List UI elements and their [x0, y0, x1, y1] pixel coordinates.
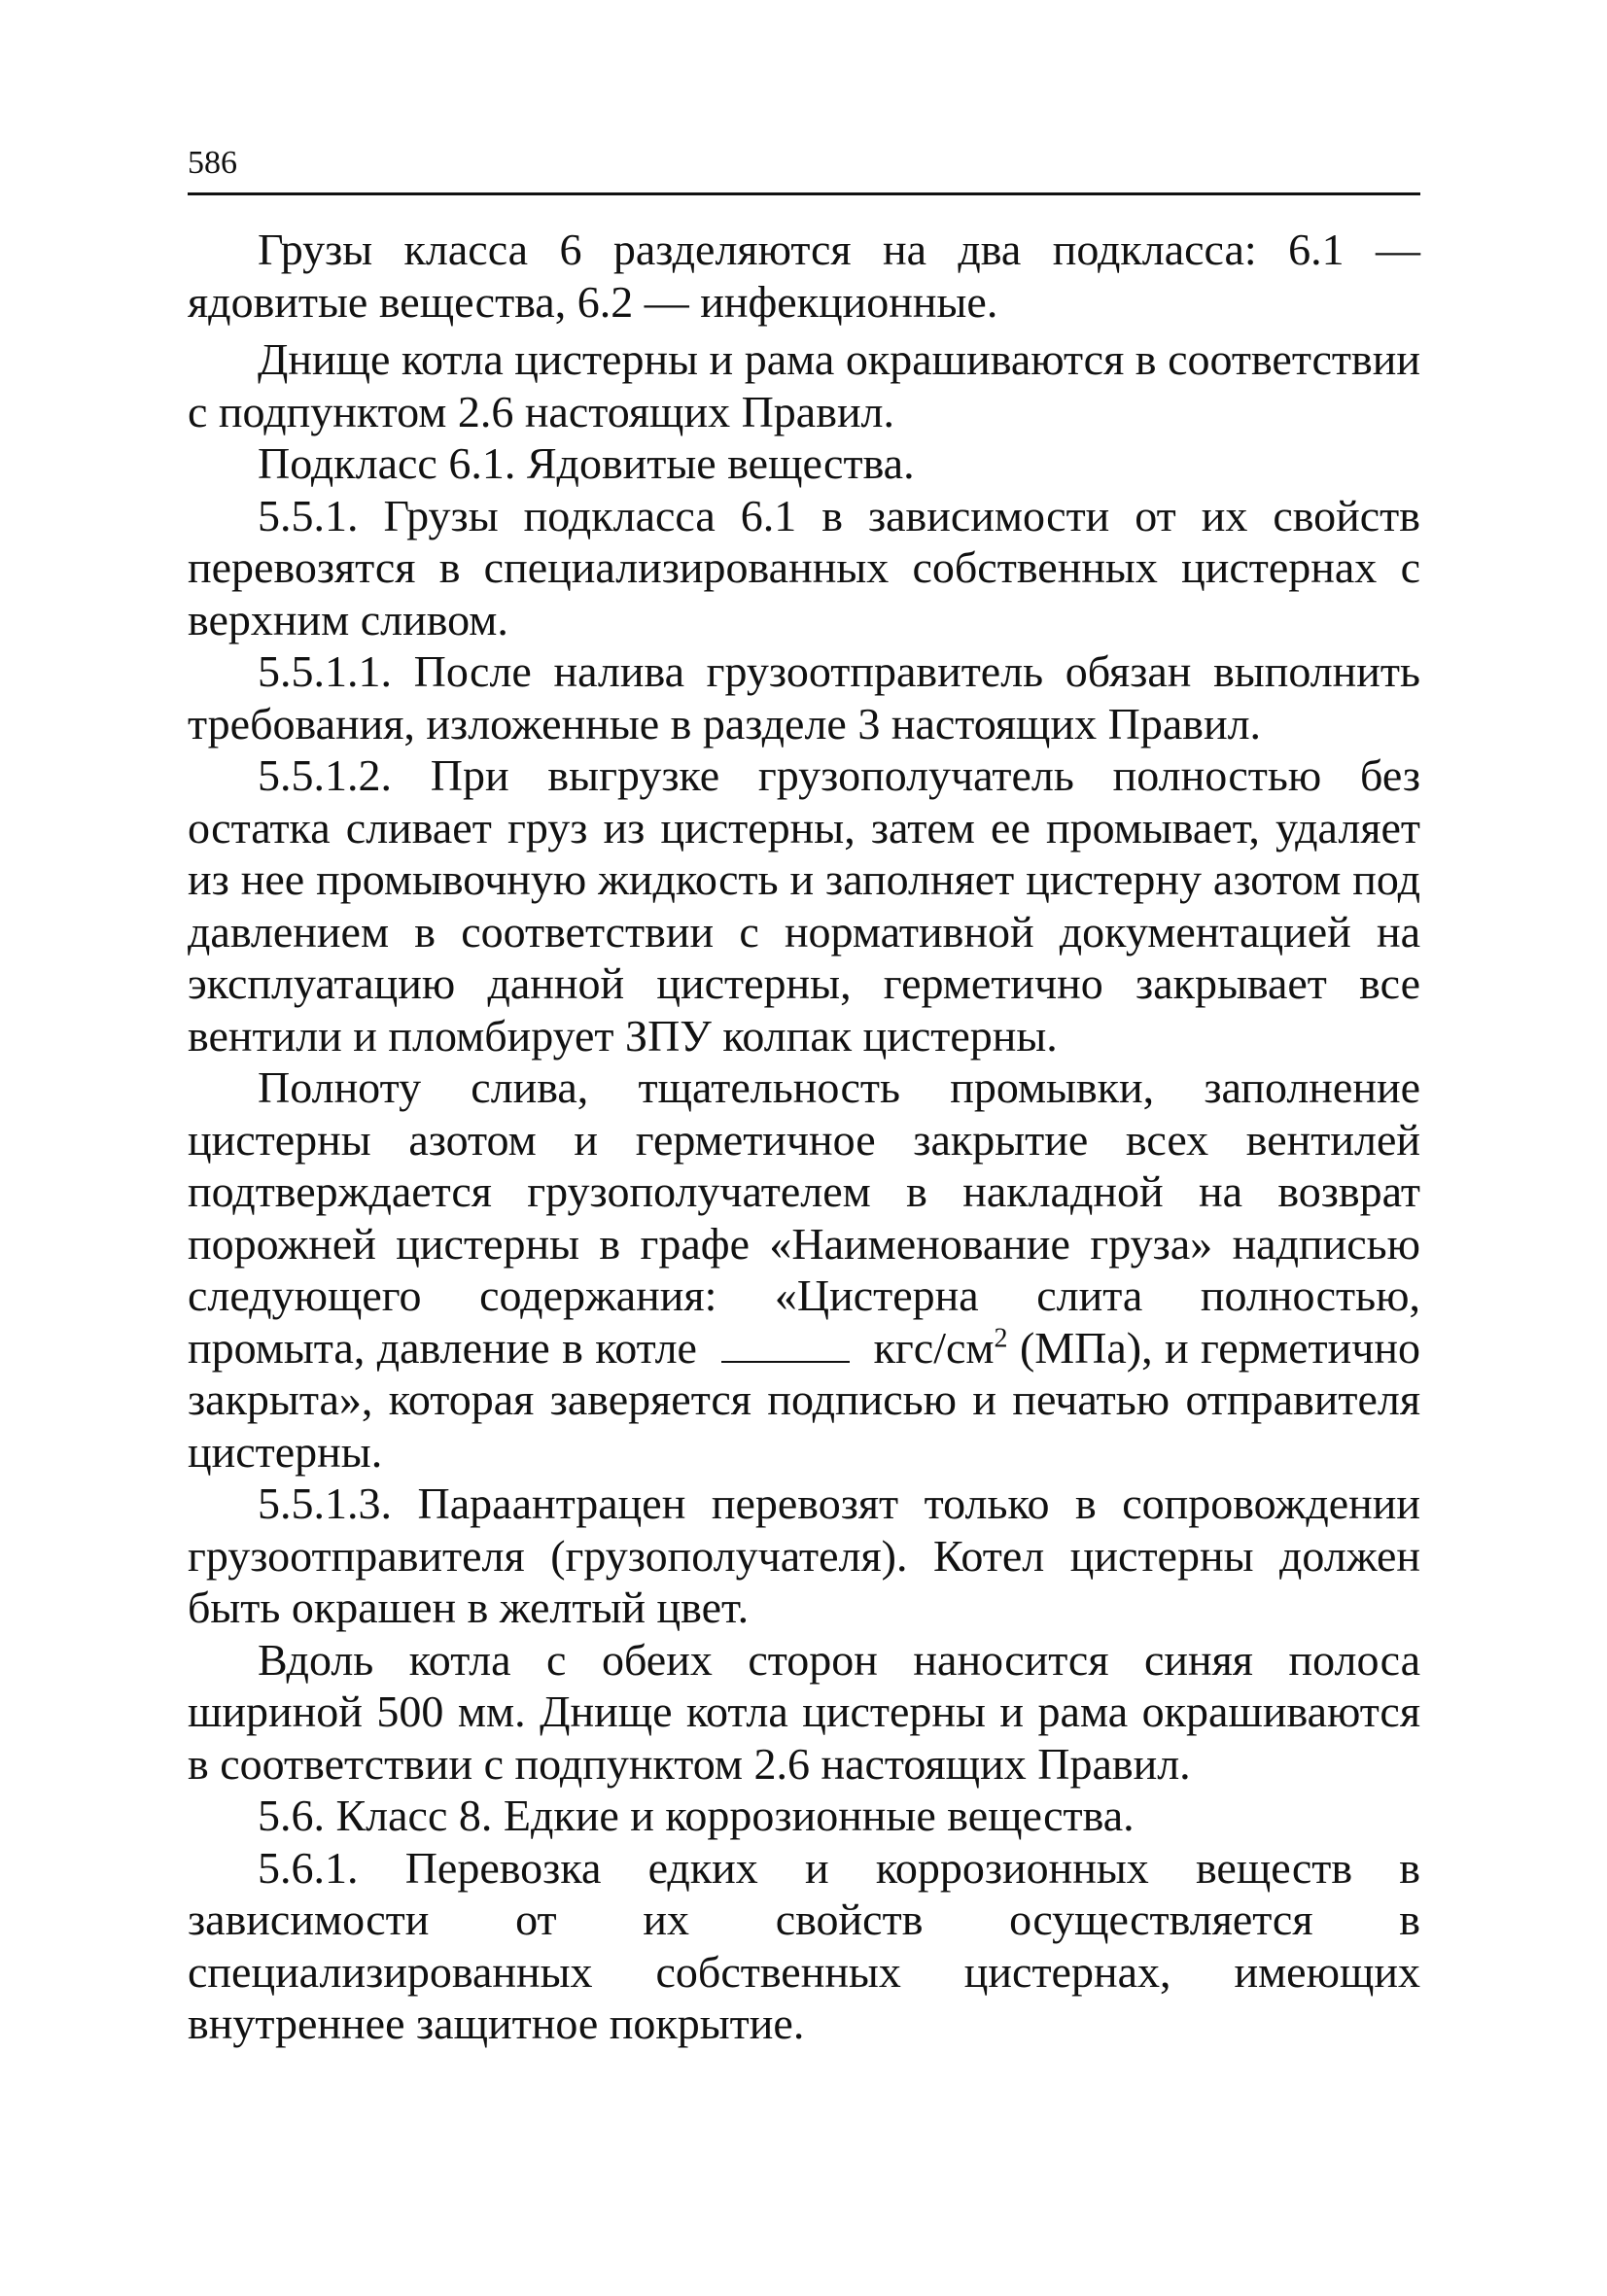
paragraph-subclass-6-1-heading: Подкласс 6.1. Ядовитые вещества. [258, 438, 915, 488]
paragraph-5-5-1-2: 5.5.1.2. При выгрузке грузополучатель полностью без остатка сливает груз из цистерны, затем ее промывает, удаляет из нее промывочную жидкость и заполняет цистерну азотом под давлением в соответствии с нормативной документацией на эксплуатацию данной цистерны, герметично закрывает все вентили и пломбирует ЗПУ колпак цистерны. [188, 750, 1420, 1061]
header-rule [188, 192, 1420, 195]
paragraph-5-6-1: 5.6.1. Перевозка едких и коррозионных веществ в зависимости от их свойств осуществляется в специализированных собственных цистернах, имеющих внутреннее защитное покрытие. [188, 1842, 1420, 2048]
paragraph-drain-confirmation [188, 1061, 1420, 1478]
body-text [188, 224, 1420, 2050]
paragraph-5-5-1: 5.5.1. Грузы подкласса 6.1 в зависимости от их свойств перевозятся в специализированных собственных цистернах с верхним сливом. [188, 490, 1420, 644]
page-number: 586 [188, 145, 237, 181]
paragraph-5-6-heading: 5.6. Класс 8. Едкие и коррозионные вещества. [258, 1791, 1135, 1840]
paragraph-5-5-1-1: 5.5.1.1. После налива грузоотправитель обязан выполнить требования, изложенные в разделе 3 настоящих Правил. [188, 646, 1420, 748]
pressure-unit: кгс/см [873, 1322, 995, 1373]
paragraph-blue-stripe: Вдоль котла с обеих сторон наносится синяя полоса шириной 500 мм. Днище котла цистерны и рама окрашиваются в соответствии с подпунктом 2.6 настоящих Правил. [188, 1634, 1420, 1789]
confirmation-text-after-blank: (МПа), и герметично закрыта», которая заверяется подписью и печатью отправителя цистерны. [188, 1322, 1421, 1477]
confirmation-text-before-blank: Полноту слива, тщательность промывки, заполнение цистерны азотом и герметичное закрытие всех вентилей подтверждается грузополучателем в накладной на возврат порожней цистерны в графе «Наименование груза» надписью следующего содержания: «Цистерна слита полностью, промыта, давление в котле [188, 1062, 1420, 1373]
pressure-unit-exponent: 2 [994, 1323, 1008, 1354]
paragraph-tank-bottom-paint: Днище котла цистерны и рама окрашиваются в соответствии с подпунктом 2.6 настоящих Правил. [188, 334, 1420, 436]
pressure-blank-line [721, 1326, 850, 1363]
paragraph-class6-subclasses: Грузы класса 6 разделяются на два подкласса: 6.1 — ядовитые вещества, 6.2 — инфекционные. [188, 225, 1420, 327]
paragraph-5-5-1-3: 5.5.1.3. Параантрацен перевозят только в сопровождении грузоотправителя (грузополучателя). Котел цистерны должен быть окрашен в желтый цвет. [188, 1478, 1420, 1632]
